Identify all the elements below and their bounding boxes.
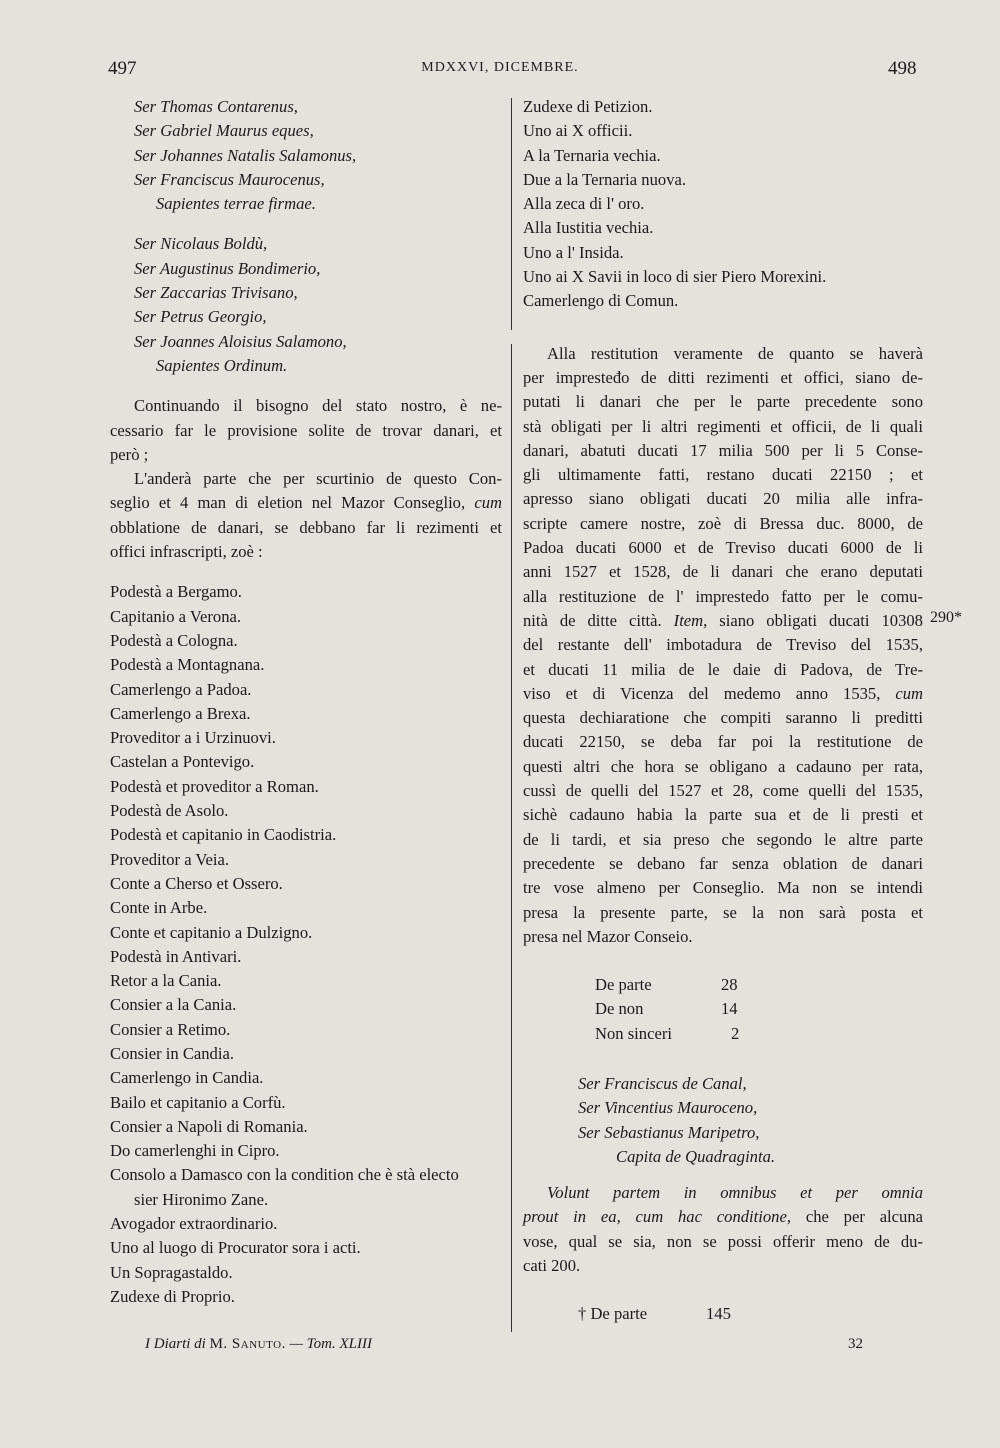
office-item: Podestà a Cologna. (110, 630, 238, 650)
capita-list (523, 1072, 923, 1169)
office-item: Podestà et capitanio in Caodistria. (110, 825, 337, 845)
vote-label: † De parte (578, 1304, 648, 1324)
text-line: viso et di Vicenza del medemo anno 1535, cum (523, 683, 923, 703)
office-item: Uno al luogo di Procurator sora i acti. (110, 1238, 361, 1258)
text-line: offici infrascripti, zoè : (110, 542, 263, 562)
text-line: putati li danari che per le parte precedente sono (523, 392, 923, 412)
vote-count: 2 (731, 1023, 740, 1043)
italic-cum: cum (474, 493, 502, 513)
office-item: Consier in Candia. (110, 1043, 234, 1063)
office-item: Bailo et capitanio a Corfù. (110, 1092, 286, 1112)
vote-count: 28 (721, 975, 738, 995)
office-item: Podestà a Bergamo. (110, 582, 242, 602)
column-rule-top (511, 98, 512, 330)
vote-count: 145 (706, 1304, 731, 1324)
text-line: Alla restitution veramente de quanto se haverà (547, 343, 923, 363)
office-item: Do camerlenghi in Cipro. (110, 1141, 280, 1161)
group-label: Sapientes Ordinum. (156, 355, 288, 375)
name-line: Ser Gabriel Maurus eques, (134, 121, 314, 141)
paragraph-volunt (523, 1181, 923, 1278)
running-title: MDXXVI, DICEMBRE. (421, 60, 579, 75)
text-line: precedente se debano far senza oblation de danari (523, 853, 923, 873)
office-item: Camerlengo a Padoa. (110, 679, 252, 699)
text-line: obblatione de danari, se debbano far li rezimenti et (110, 517, 502, 537)
office-item: Podestà et proveditor a Roman. (110, 776, 319, 796)
page-number-right: 498 (888, 58, 917, 79)
office-item: Consolo a Damasco con la condition che è stà electo (110, 1165, 459, 1185)
name-line: Ser Sebastianus Maripetro, (578, 1122, 760, 1142)
vote-label: De non (595, 999, 644, 1019)
text-line: scripte camere nostre, zoè di Bressa duc. 8000, de (523, 513, 923, 533)
office-item: Uno ai X Savii in loco di sier Piero Morexini. (523, 267, 827, 287)
vote-row (523, 997, 923, 1021)
text-line: alla restituzione de l' imprestedo fatto per le comu- (523, 586, 923, 606)
offices-list-continued (523, 95, 923, 314)
offices-list (110, 580, 502, 1309)
office-item: Camerlengo a Brexa. (110, 703, 251, 723)
text-line: cati 200. (523, 1256, 581, 1276)
office-item: Alla zeca di l' oro. (523, 194, 645, 214)
text-line: vose, qual se sia, non se possi offerir meno de du- (523, 1231, 923, 1251)
text-line: cussì de quelli del 1527 et 28, come quelli del 1535, (523, 781, 923, 801)
group-label: Capita de Quadraginta. (616, 1146, 776, 1166)
office-item: Podestà de Asolo. (110, 801, 229, 821)
name-line: Ser Thomas Contarenus, (134, 97, 298, 116)
sapientes-terrae-list (110, 95, 502, 216)
office-item: A la Ternaria vechia. (523, 145, 661, 165)
margin-number: 290* (930, 609, 962, 626)
text-line: per impresteđo de ditti rezimenti et offici, siano de- (523, 367, 923, 387)
office-item: Consier a Retimo. (110, 1019, 231, 1039)
page-footer: I Diarti di M. Sanuto. — Tom. XLIII (145, 1336, 372, 1352)
text-line: stà obligati per li altri regimenti et officii, de li quali (523, 416, 923, 436)
office-item: Proveditor a i Urzinuovi. (110, 728, 276, 748)
name-line: Ser Johannes Natalis Salamonus, (134, 145, 357, 165)
paragraph-andera (110, 467, 502, 564)
text-line: Padoa ducati 6000 et de Treviso ducati 6000 de li (523, 538, 923, 558)
text-line: anni 1527 et 1528, de li danari che erano deputati (523, 562, 923, 582)
office-item: Podestà a Montagnana. (110, 655, 265, 675)
page-header (0, 58, 1000, 84)
name-line: Ser Franciscus Maurocenus, (134, 169, 325, 189)
office-item: Due a la Ternaria nuova. (523, 169, 687, 189)
text-line: apresso siano obligati ducati 20 milia alle infra- (523, 489, 923, 509)
vote-row (523, 973, 923, 997)
name-line: Ser Vincentius Mauroceno, (578, 1098, 758, 1118)
office-item: Proveditor a Veia. (110, 849, 230, 869)
office-item: Capitanio a Verona. (110, 606, 242, 626)
office-item: Consier a Napoli di Romania. (110, 1116, 308, 1136)
office-item: Conte et capitanio a Dulzigno. (110, 922, 313, 942)
text-line: sichè cadauno habia la parte sua et de li presti et (523, 805, 923, 825)
text-line: presa la presente parte, se la non sarà posta et (523, 902, 923, 922)
text-line: questa dechiaratione che compiti saranno li preditti (523, 708, 923, 728)
text-line: et ducati 11 milia de le daie di Padova, de Tre- (523, 659, 923, 679)
text-line: ducati 22150, se deba far poi la restitutione de (523, 732, 923, 752)
name-line: Ser Joannes Aloisius Salamono, (134, 331, 347, 351)
text-line: seglio et 4 man di eletion nel Mazor Conseglio, cum (110, 493, 502, 513)
office-item: Zudexe di Petizion. (523, 97, 653, 116)
name-line: Ser Nicolaus Boldù, (134, 234, 268, 254)
office-item: Podestà in Antivari. (110, 946, 242, 966)
text-line: de li tardi, et sia preso che segondo le altre parte (523, 829, 923, 849)
office-item: Zudexe di Proprio. (110, 1286, 235, 1306)
office-item-continuation: sier Hironimo Zane. (134, 1189, 269, 1209)
office-item: Un Sopragastaldo. (110, 1262, 233, 1282)
group-label: Sapientes terrae firmae. (156, 194, 316, 214)
office-item: Alla Iustitia vechia. (523, 218, 654, 238)
text-line: questi altri che hora se obligano a cadauno per rata, (523, 756, 923, 776)
final-vote-row (523, 1302, 923, 1326)
signature-mark: 32 (848, 1336, 863, 1352)
italic-cum: cum (895, 683, 923, 703)
office-item: Castelan a Pontevigo. (110, 752, 255, 772)
text-line: L'anderà parte che per scurtinio de questo Con- (134, 469, 502, 489)
italic-item: Item, (673, 610, 708, 630)
vote-table (523, 973, 923, 1046)
text-line: nità de ditte città. Item, siano obligati ducati 10308 (523, 610, 923, 630)
name-line: Ser Augustinus Bondimerio, (134, 258, 321, 278)
office-item: Conte in Arbe. (110, 898, 208, 918)
text-line: del restante dell' imbotadura de Treviso del 1535, (523, 635, 923, 655)
right-column (523, 95, 923, 1327)
vote-label: De parte (595, 975, 652, 995)
office-item: Uno a l' Insida. (523, 242, 624, 262)
column-rule-bottom (511, 344, 512, 1332)
text-line: tre vose almeno per Conseglio. Ma non se intendi (523, 878, 923, 898)
name-line: Ser Zaccarias Trivisano, (134, 283, 298, 303)
text-line: però ; (110, 444, 149, 464)
text-line: Continuando il bisogno del stato nostro, è ne- (134, 396, 502, 416)
office-item: Camerlengo di Comun. (523, 291, 679, 311)
paragraph-continuando (110, 394, 502, 467)
office-item: Conte a Cherso et Ossero. (110, 873, 283, 893)
text-line: prout in ea, cum hac conditione, che per alcuna (523, 1207, 923, 1227)
vote-row (523, 1022, 923, 1046)
page-number-left: 497 (108, 58, 137, 79)
vote-count: 14 (721, 999, 738, 1019)
name-line: Ser Franciscus de Canal, (578, 1073, 747, 1093)
office-item: Uno ai X officii. (523, 121, 633, 141)
name-line: Ser Petrus Georgio, (134, 307, 267, 327)
paragraph-restitution (523, 342, 923, 949)
vote-label: Non sinceri (595, 1023, 672, 1043)
office-item: Consier a la Cania. (110, 995, 237, 1015)
text-line: danari, abatuti ducati 17 milia 500 per li 5 Conse- (523, 440, 923, 460)
text-line: cessario far le provisione solite de trovar danari, et (110, 420, 502, 440)
office-item: Camerlengo in Candia. (110, 1068, 264, 1088)
left-column (110, 95, 502, 1309)
text-line: gli ultimamente fatti, restano ducati 22150 ; et (523, 465, 923, 485)
sapientes-ordinum-list (110, 232, 502, 378)
office-item: Avogador extraordinario. (110, 1214, 278, 1234)
office-item: Retor a la Cania. (110, 971, 222, 991)
text-line: presa nel Mazor Conseio. (523, 926, 693, 946)
text-line: Volunt partem in omnibus et per omnia (547, 1183, 923, 1203)
author-name: M. Sanuto. (209, 1336, 286, 1352)
